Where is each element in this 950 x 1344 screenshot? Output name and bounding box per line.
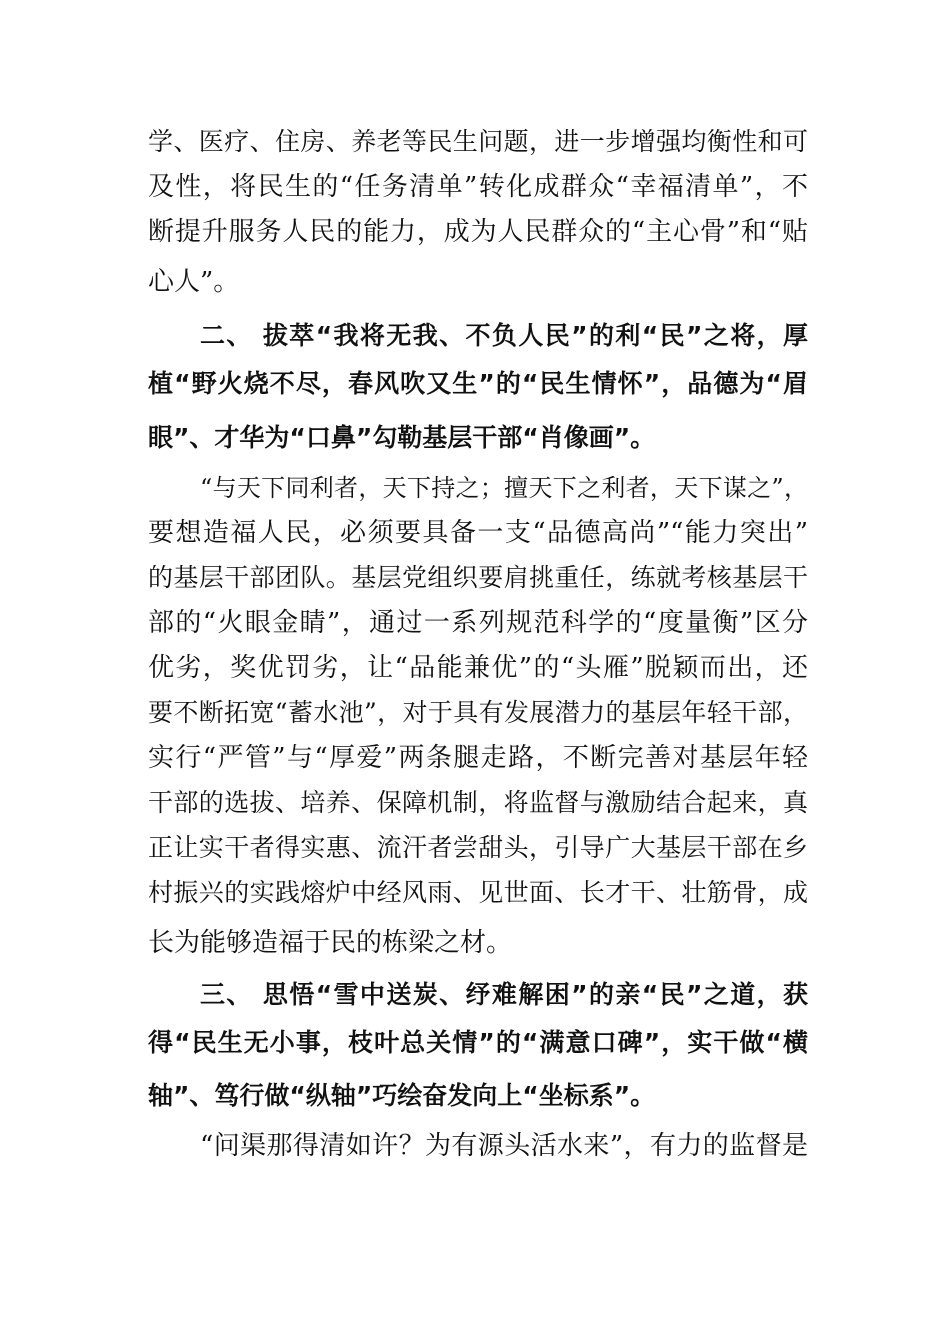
section-2-heading-line-1: 二、 拔萃“我将无我、不负人民”的利“民”之将，厚 [200,321,808,350]
paragraph-2-line-9: 正让实干者得实惠、流汗者尝甜头，引导广大基层干部在乡 [148,833,808,862]
paragraph-2-line-11: 长为能够造福于民的栋梁之材。 [148,928,513,958]
paragraph-2-line-6: 要不断拓宽“蓄水池”，对于具有发展潜力的基层年轻干部， [148,698,808,727]
paragraph-1-line-4: 心人”。 [148,267,240,297]
section-3-heading-line-1: 三、 思悟“雪中送炭、纾难解困”的亲“民”之道，获 [200,980,808,1009]
paragraph-1-line-2: 及性，将民生的“任务清单”转化成群众“幸福清单”，不 [148,172,808,202]
paragraph-3-line-1: “问渠那得清如许？为有源头活水来”，有力的监督是 [200,1131,808,1161]
paragraph-2-line-7: 实行“严管”与“厚爱”两条腿走路，不断完善对基层年轻 [148,743,808,773]
paragraph-2-line-5: 优劣，奖优罚劣，让“品能兼优”的“头雁”脱颖而出，还 [148,653,808,683]
section-2-heading-line-3: 眼”、才华为“口鼻”勾勒基层干部“肖像画”。 [148,423,656,452]
paragraph-2-line-4: 部的“火眼金睛”，通过一系列规范科学的“度量衡”区分 [148,608,808,638]
paragraph-1-line-3: 断提升服务人民的能力，成为人民群众的“主心骨”和“贴 [148,217,808,247]
paragraph-1-line-1: 学、医疗、住房、养老等民生问题，进一步增强均衡性和可 [148,127,808,156]
section-3-heading-line-3: 轴”、笃行做“纵轴”巧绘奋发向上“坐标系”。 [148,1081,656,1110]
paragraph-2-line-2: 要想造福人民，必须要具备一支“品德高尚”“能力突出” [148,518,808,548]
paragraph-2-line-3: 的基层干部团队。基层党组织要肩挑重任，练就考核基层干 [148,563,808,592]
paragraph-2-line-10: 村振兴的实践熔炉中经风雨、见世面、长才干、壮筋骨，成 [148,878,808,907]
section-3-heading-line-2: 得“民生无小事，枝叶总关情”的“满意口碑”，实干做“横 [148,1028,808,1057]
section-2-heading-line-2: 植“野火烧不尽，春风吹又生”的“民生情怀”，品德为“眉 [148,369,808,398]
paragraph-2-line-8: 干部的选拔、培养、保障机制，将监督与激励结合起来，真 [148,788,808,817]
paragraph-2-line-1: “与天下同利者，天下持之；擅天下之利者，天下谋之”， [200,474,808,502]
